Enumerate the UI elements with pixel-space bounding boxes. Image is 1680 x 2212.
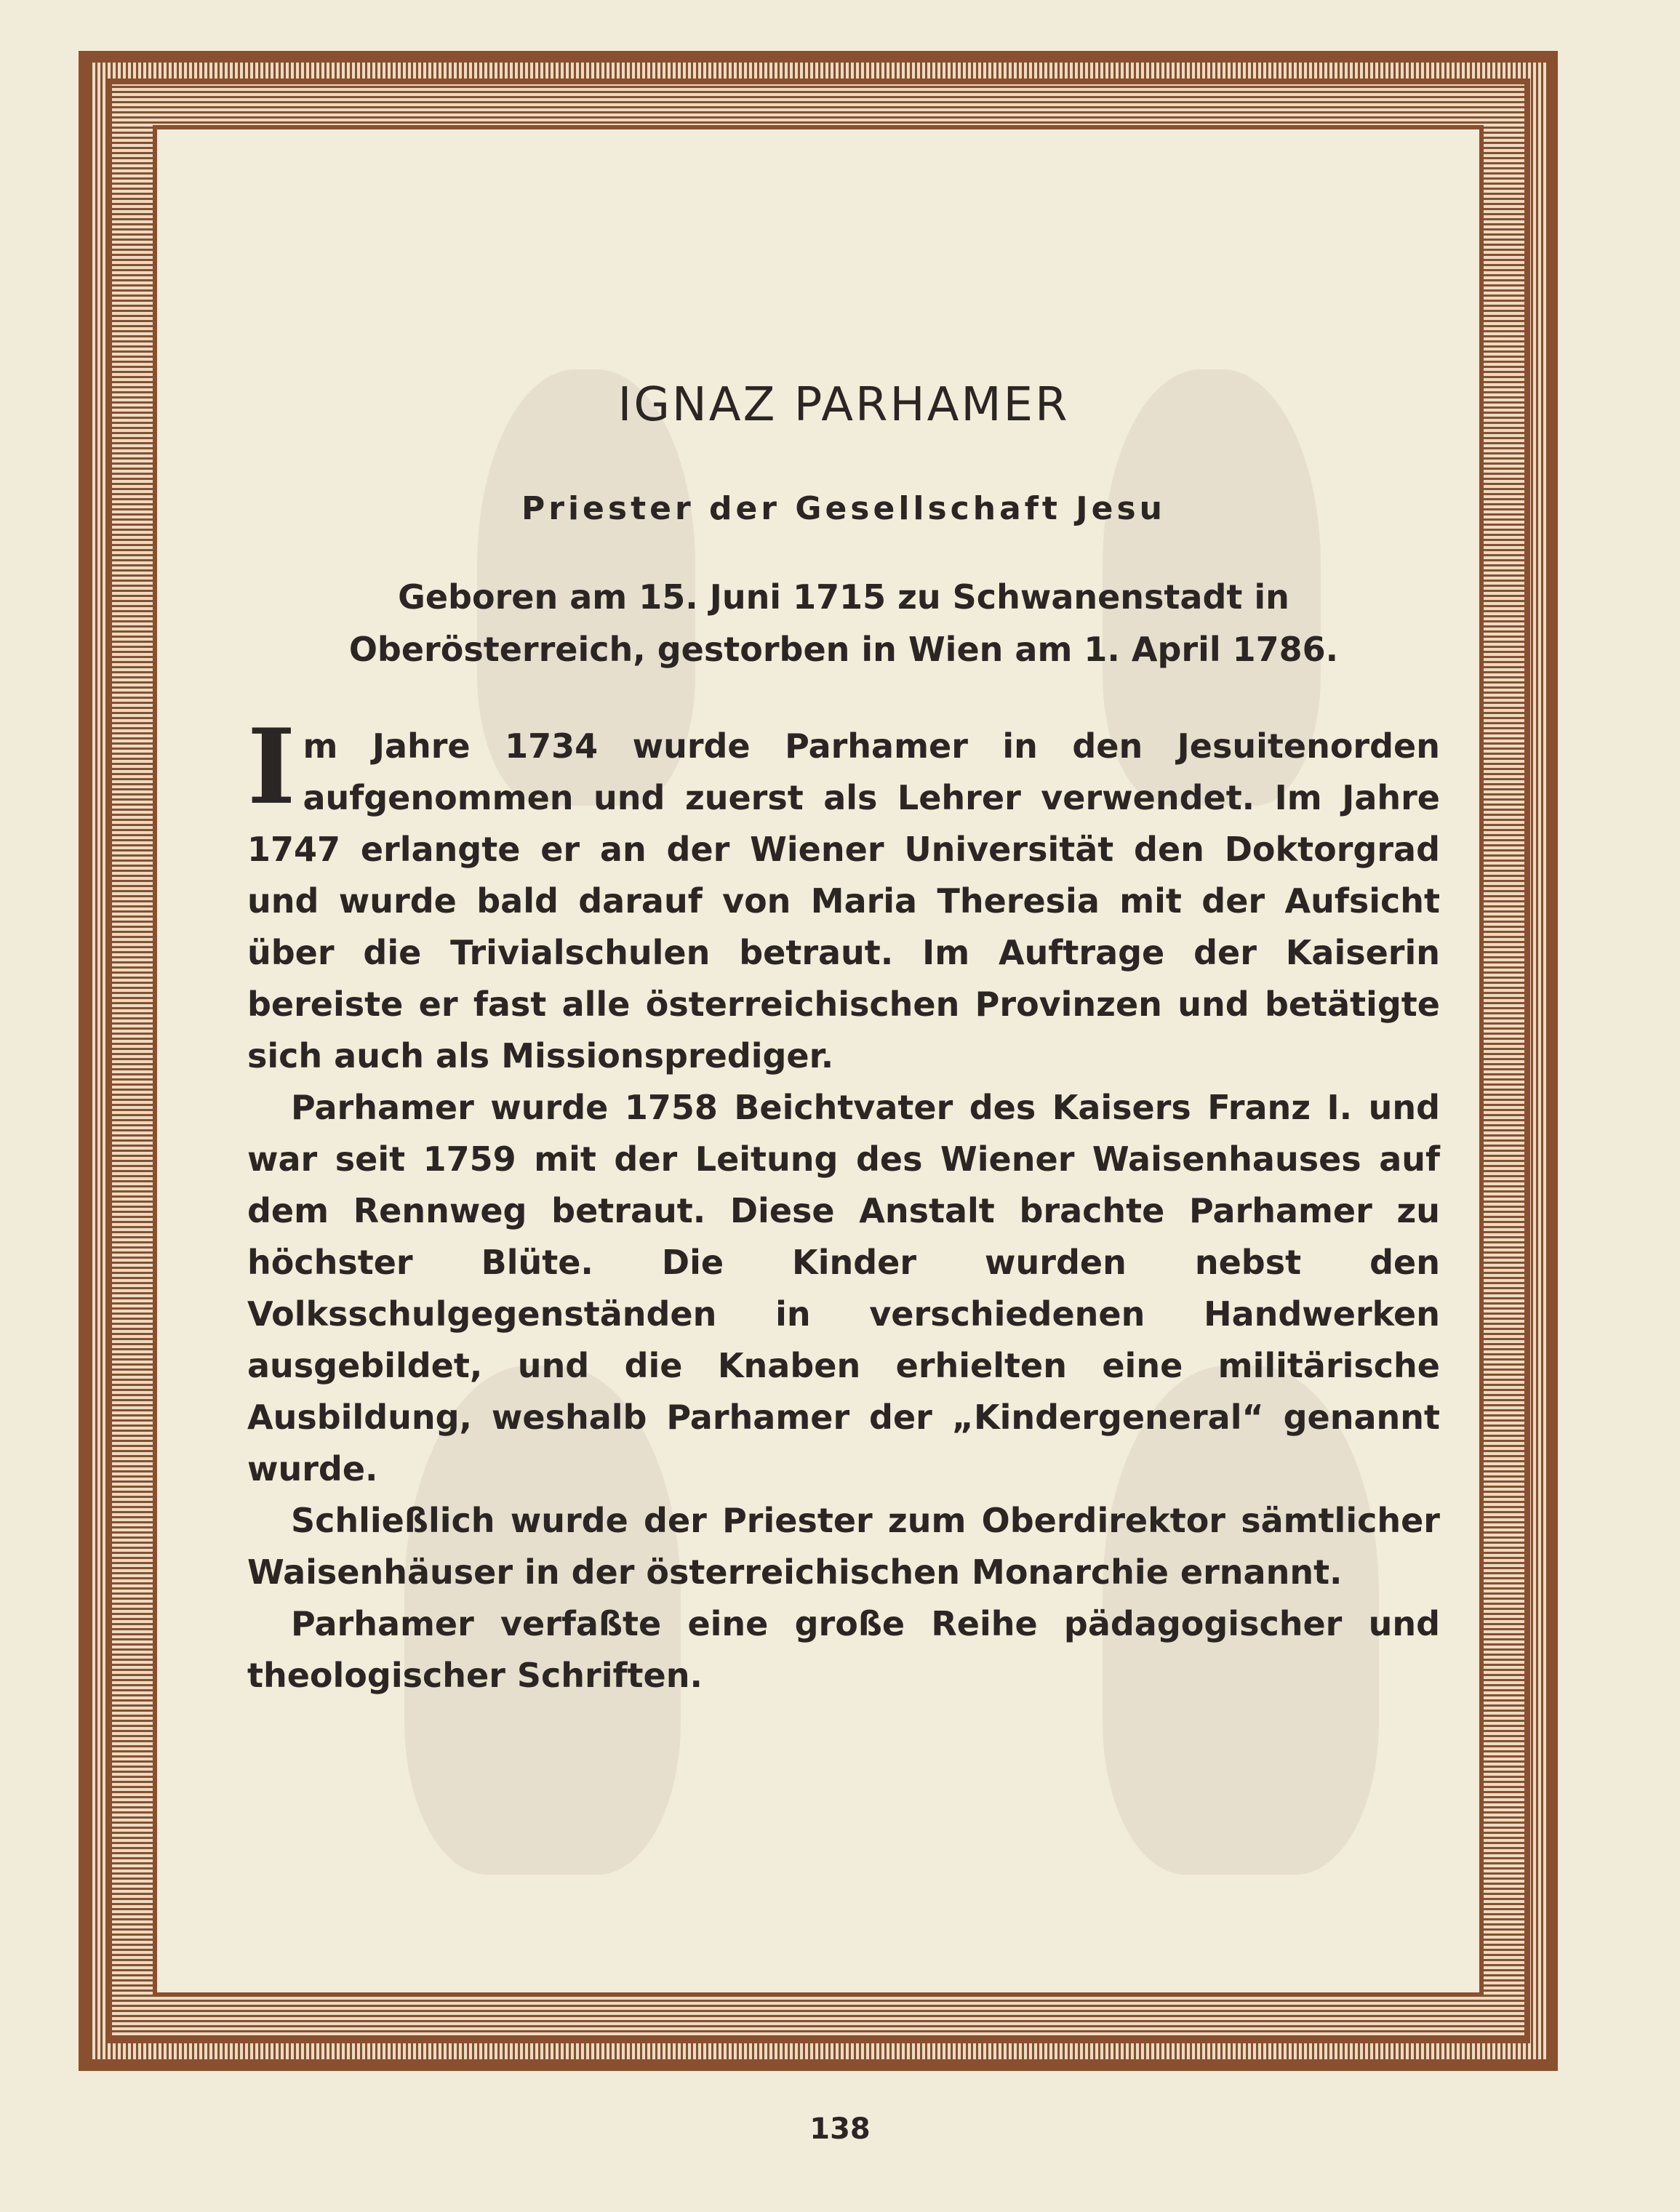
- paragraph-4: Parhamer verfaßte eine große Reihe pädagogischer und theologischer Schriften.: [247, 1604, 1440, 1695]
- birth-death-line: Geboren am 15. Juni 1715 zu Schwanenstadt in Oberösterreich, gestorben in Wien am 1. April 1786.: [348, 577, 1339, 669]
- drop-cap: I: [247, 707, 296, 828]
- paragraph-3: Schließlich wurde der Priester zum Oberdirektor sämtlicher Waisenhäuser in der österreichischen Monarchie ernannt.: [247, 1501, 1440, 1592]
- paragraph-1-text: m Jahre 1734 wurde Parhamer in den Jesuitenorden aufgenommen und zuerst als Lehrer verwendet. Im Jahre 1747 erlangte er an der Wiener Universität den Doktorgrad und wurde bald darauf von Maria Theresia mit der Aufsicht über die Trivialschulen betraut. Im Auftrage der Kaiserin bereiste er fast alle österreichischen Provinzen und betätigte sich auch als Missionsprediger.: [247, 726, 1440, 1075]
- article: [247, 378, 1440, 1702]
- page-number: 138: [809, 2112, 871, 2146]
- paragraph-2: Parhamer wurde 1758 Beichtvater des Kaisers Franz I. und war seit 1759 mit der Leitung des Wiener Waisenhauses auf dem Rennweg betraut. Diese Anstalt brachte Parhamer zu höchster Blüte. Die Kinder wurden nebst den Volksschulgegenständen in verschiedenen Handwerken ausgebildet, und die Knaben erhielten eine militärische Ausbildung, weshalb Parhamer der „Kindergeneral“ genannt wurde.: [247, 1088, 1440, 1488]
- paragraph-1: [247, 707, 1440, 1082]
- page-title: IGNAZ PARHAMER: [617, 378, 1070, 432]
- page-subtitle: Priester der Gesellschaft Jesu: [521, 490, 1166, 527]
